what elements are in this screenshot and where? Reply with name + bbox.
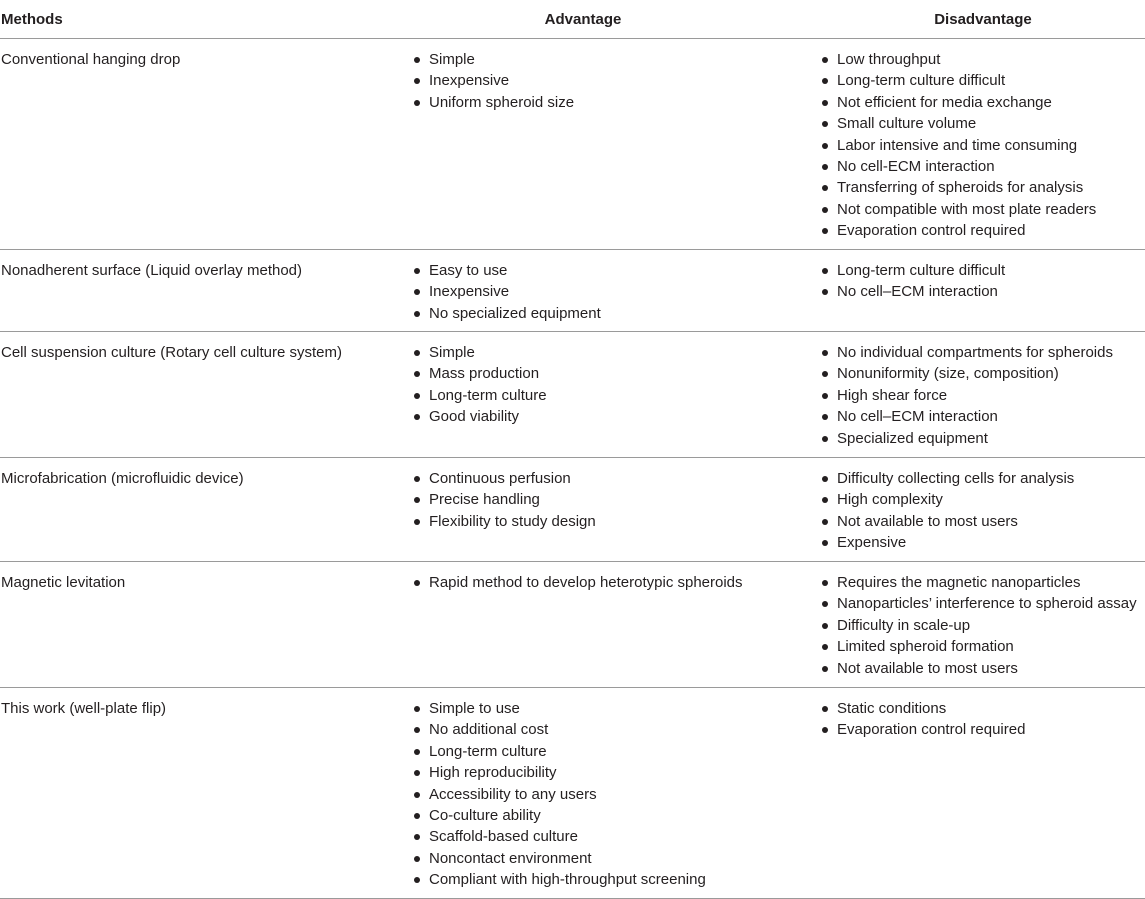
- advantage-item: Inexpensive: [412, 70, 574, 91]
- advantage-item: Continuous perfusion: [412, 468, 596, 489]
- advantage-item: Long-term culture: [412, 385, 547, 406]
- advantage-item: Good viability: [412, 406, 547, 427]
- advantage-item: Easy to use: [412, 260, 601, 281]
- disadvantage-item: Not compatible with most plate readers: [820, 199, 1096, 220]
- table-row: [0, 458, 1145, 562]
- advantage-list: [412, 260, 601, 324]
- advantage-item: Precise handling: [412, 489, 596, 510]
- disadvantage-item: Not available to most users: [820, 658, 1137, 679]
- advantage-item: Simple to use: [412, 698, 706, 719]
- disadvantage-item: Nanoparticles’ interference to spheroid assay: [820, 593, 1137, 614]
- table-header: [0, 0, 1145, 39]
- advantage-item: Compliant with high-throughput screening: [412, 869, 706, 890]
- advantage-list: [412, 49, 574, 113]
- disadvantage-item: No individual compartments for spheroids: [820, 342, 1113, 363]
- advantage-item: Mass production: [412, 363, 547, 384]
- method-cell: Cell suspension culture (Rotary cell culture system): [1, 344, 342, 361]
- disadvantage-list: [820, 572, 1137, 679]
- disadvantage-item: Low throughput: [820, 49, 1096, 70]
- advantage-list: [412, 572, 743, 593]
- disadvantage-item: Labor intensive and time consuming: [820, 135, 1096, 156]
- disadvantage-item: No cell-ECM interaction: [820, 156, 1096, 177]
- advantage-item: Inexpensive: [412, 281, 601, 302]
- disadvantage-list: [820, 468, 1074, 554]
- disadvantage-item: High complexity: [820, 489, 1074, 510]
- table-row: [0, 250, 1145, 332]
- disadvantage-item: Not available to most users: [820, 511, 1074, 532]
- method-cell: Microfabrication (microfluidic device): [1, 470, 244, 487]
- advantage-item: Noncontact environment: [412, 848, 706, 869]
- advantage-item: Rapid method to develop heterotypic spheroids: [412, 572, 743, 593]
- table-body: [0, 39, 1145, 899]
- disadvantage-item: High shear force: [820, 385, 1113, 406]
- advantage-item: High reproducibility: [412, 762, 706, 783]
- disadvantage-item: Not efficient for media exchange: [820, 92, 1096, 113]
- disadvantage-item: Static conditions: [820, 698, 1025, 719]
- disadvantage-item: No cell–ECM interaction: [820, 281, 1005, 302]
- disadvantage-item: Long-term culture difficult: [820, 260, 1005, 281]
- advantage-item: Co-culture ability: [412, 805, 706, 826]
- disadvantage-item: Long-term culture difficult: [820, 70, 1096, 91]
- advantage-item: No additional cost: [412, 719, 706, 740]
- advantage-item: Long-term culture: [412, 741, 706, 762]
- disadvantage-list: [820, 260, 1005, 303]
- method-cell: Magnetic levitation: [1, 574, 126, 591]
- table-row: [0, 332, 1145, 458]
- disadvantage-item: Expensive: [820, 532, 1074, 553]
- method-cell: This work (well-plate flip): [1, 700, 167, 717]
- advantage-item: Uniform spheroid size: [412, 92, 574, 113]
- advantage-item: Scaffold-based culture: [412, 826, 706, 847]
- disadvantage-item: Limited spheroid formation: [820, 636, 1137, 657]
- advantage-item: Simple: [412, 342, 547, 363]
- disadvantage-list: [820, 342, 1113, 449]
- disadvantage-item: Evaporation control required: [820, 220, 1096, 241]
- disadvantage-item: Transferring of spheroids for analysis: [820, 177, 1096, 198]
- disadvantage-item: No cell–ECM interaction: [820, 406, 1113, 427]
- advantage-item: No specialized equipment: [412, 303, 601, 324]
- header-disadvantage: Disadvantage: [934, 11, 1032, 28]
- method-cell: Nonadherent surface (Liquid overlay method): [1, 262, 303, 279]
- disadvantage-list: [820, 698, 1025, 741]
- advantage-list: [412, 698, 706, 891]
- table-row: [0, 562, 1145, 688]
- method-cell: Conventional hanging drop: [1, 51, 181, 68]
- table-row: [0, 39, 1145, 250]
- disadvantage-item: Requires the magnetic nanoparticles: [820, 572, 1137, 593]
- disadvantage-item: Evaporation control required: [820, 719, 1025, 740]
- disadvantage-list: [820, 49, 1096, 242]
- disadvantage-item: Specialized equipment: [820, 428, 1113, 449]
- disadvantage-item: Difficulty in scale-up: [820, 615, 1137, 636]
- advantage-item: Simple: [412, 49, 574, 70]
- disadvantage-item: Small culture volume: [820, 113, 1096, 134]
- header-advantage: Advantage: [544, 11, 622, 28]
- disadvantage-item: Nonuniformity (size, composition): [820, 363, 1113, 384]
- advantage-item: Flexibility to study design: [412, 511, 596, 532]
- advantage-item: Accessibility to any users: [412, 784, 706, 805]
- table-row: [0, 688, 1145, 899]
- advantage-list: [412, 342, 547, 428]
- disadvantage-item: Difficulty collecting cells for analysis: [820, 468, 1074, 489]
- advantage-list: [412, 468, 596, 532]
- header-methods: Methods: [1, 11, 63, 28]
